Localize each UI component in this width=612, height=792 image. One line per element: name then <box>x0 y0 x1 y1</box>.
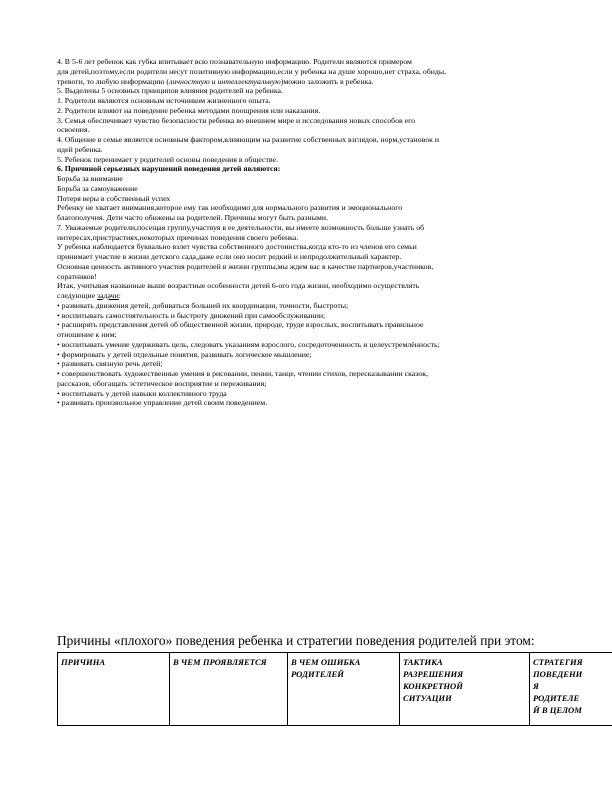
paragraph-line: Итак, учитывая названные выше возрастные особенности детей 6-ого года жизни, необходимо осуществлять <box>57 281 420 291</box>
header-label-line: РОДИТЕЛЕЙ <box>291 669 344 679</box>
header-label-line: В ЧЕМ ОШИБКА <box>291 657 361 667</box>
paragraph-line: принимает участие в жизни детского сада,даже если оно носит редкий и непродолжительный характер. <box>57 252 402 261</box>
paragraph-line: 1. Родители являются основным источником жизненного опыта. <box>57 96 271 105</box>
header-label-line: ПОВЕДЕНИ <box>533 669 583 679</box>
header-label-line: В ЧЕМ ПРОЯВЛЯЕТСЯ <box>173 657 267 667</box>
paragraph-line: соратников! <box>57 271 97 281</box>
paragraph-line: У ребенка наблюдается буквально взлет чувства собственного достоинства,когда кто-то из членов его семьи <box>57 242 417 252</box>
paragraph-line: 3. Семья обеспечивает чувство безопасности ребенка во внешнем мире и исследования новых способов его <box>57 115 416 125</box>
paragraph-line: Потеря веры в собственный успех <box>57 193 171 203</box>
paragraph-line: 4. Общение в семье является основным фактором,влияющим на развитие собственных взглядов, норм,установок и <box>57 135 440 144</box>
header-label-line: РАЗРЕШЕНИЯ <box>403 669 464 679</box>
header-cell-tactics <box>400 653 530 726</box>
paragraph-line: 5. Ребенок перенимает у родителей основы поведения в обществе. <box>57 154 278 164</box>
paragraph-line: благополучия. Дети часто обижены на родителей. Причины могут быть разными. <box>57 213 328 222</box>
paragraph-line: Борьба за самоуважение <box>57 183 138 193</box>
underlined-text: задачи <box>97 291 119 300</box>
header-cell-cause <box>58 653 170 726</box>
section-title: Причины «плохого» поведения ребенка и стратегии поведения родителей при этом: <box>57 633 535 648</box>
header-cell-parent-mistake <box>288 653 400 726</box>
paragraph-line: • развивать движения детей, добиваться большей их координации, точности, быстроты; <box>57 300 349 310</box>
paragraph-line: • формировать у детей отдельные понятия, развивать логическое мышление; <box>57 349 312 359</box>
paragraph-line: 6. Причиной серьезных нарушений поведения детей являются: <box>57 164 281 174</box>
paragraph-line: • развивать связную речь детей; <box>57 359 163 369</box>
paragraph-text-segment: )можно заложить в ребенка. <box>280 76 374 86</box>
paragraph-line: • совершенствовать художественные умения в рисовании, пении, танце, чтении стихов, пересказывании сказок, <box>57 369 428 378</box>
paragraph-line: 2. Родители влияют на поведение ребенка методами поощрения или наказания. <box>57 105 321 115</box>
header-label-line: Й В ЦЕЛОМ <box>533 705 582 715</box>
paragraph-line: • воспитывать умение удерживать цель, следовать указаниям взрослого, сосредоточенность и целеустремлённость; <box>57 339 440 349</box>
paragraph-line <box>57 77 543 87</box>
header-label-line: СИТУАЦИИ <box>403 693 452 703</box>
emphasis-text: личностную и интеллектуальную <box>169 76 281 86</box>
paragraph-line: освоения. <box>57 125 90 135</box>
header-label-line: СТРАТЕГИЯ <box>533 657 583 667</box>
paragraph-line <box>57 291 543 301</box>
paragraph-line: • расширять представления детей об общественной жизни, природе, труде взрослых, воспитывать правильное <box>57 320 424 330</box>
paragraph-text-segment: тревоги, то любую информацию ( <box>57 76 169 86</box>
paragraph-line: идей ребенка. <box>57 144 103 154</box>
document-body <box>57 57 543 408</box>
paragraph-line: 5. Выделены 5 основных принципов влияния родителей на ребенка. <box>57 86 283 96</box>
header-cell-strategy <box>530 653 612 726</box>
paragraph-line: интересах,пристрастиях,некоторых причинах поведения своего ребенка. <box>57 232 299 242</box>
paragraph-line: • воспитывать самостоятельность и быстроту движений при самообслуживании; <box>57 310 326 320</box>
strategy-table <box>57 652 612 726</box>
paragraph-line: • развивать произвольное управление детей своим поведением. <box>57 398 268 408</box>
paragraph-line: Основная ценность активного участия родителей в жизни группы,мы ждем вас в качестве партнеров,участников, <box>57 261 434 271</box>
paragraph-line: 4. В 5-6 лет ребенок как губка впитывает всю познавательную информацию. Родители являются примером <box>57 57 412 66</box>
header-label-line: РОДИТЕЛЕ <box>533 693 580 703</box>
paragraph-line: 7. Уважаемые родители,посещая группу,участвуя в ее деятельности, вы имеете возможность больше узнать об <box>57 222 425 232</box>
paragraph-text-segment: следующие <box>57 291 97 300</box>
header-label-line: Я <box>533 681 539 691</box>
paragraph-text-segment: : <box>118 291 121 300</box>
paragraph-line: для детей,поэтому,если родители несут позитивную информацию,если у ребенка на душе хорошо,нет страха, обиды, <box>57 66 447 76</box>
paragraph-line: рассказов, обогащать эстетическое восприятие и переживания; <box>57 378 267 388</box>
table-header-row <box>58 653 612 726</box>
paragraph-line: отношение к ним; <box>57 330 117 339</box>
header-label-line: ПРИЧИНА <box>61 657 106 667</box>
header-label-line: КОНКРЕТНОЙ <box>403 681 463 691</box>
paragraph-line: • воспитывать у детей навыки коллективного труда <box>57 388 227 398</box>
paragraph-line: Борьба за внимание <box>57 174 123 183</box>
header-cell-manifestation <box>170 653 288 726</box>
header-label-line: ТАКТИКА <box>403 657 443 667</box>
paragraph-line: Ребенку не хватает внимания,которое ему так необходимо для нормального развития и эмоционального <box>57 203 403 213</box>
